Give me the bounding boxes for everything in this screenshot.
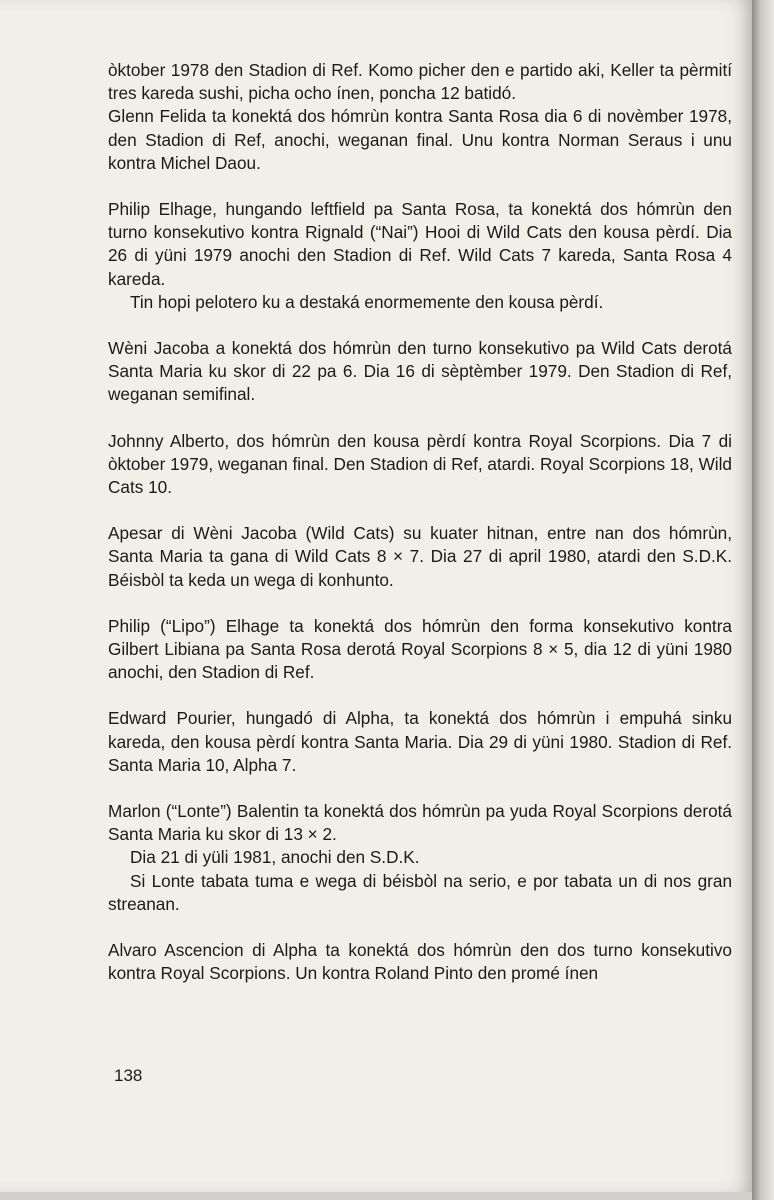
body-text xyxy=(108,59,732,986)
paragraph: Alvaro Ascencion di Alpha ta konektá dos hómrùn den dos turno konsekutivo kontra Royal Scorpions. Un kontra Roland Pinto den promé ínen xyxy=(108,940,732,984)
paragraph: Edward Pourier, hungadó di Alpha, ta konektá dos hómrùn i empuhá sinku kareda, den kousa pèrdí kontra Santa Maria. Dia 29 di yüni 1980. Stadion di Ref. Santa Maria 10, Alpha 7. xyxy=(108,708,732,775)
book-spine xyxy=(752,0,774,1200)
paragraph: Marlon (“Lonte”) Balentin ta konektá dos hómrùn pa yuda Royal Scorpions derotá Santa Maria ku skor di 13 × 2. xyxy=(108,801,732,845)
page-number: 138 xyxy=(114,1066,143,1085)
paragraph: Tin hopi pelotero ku a destaká enormemente den kousa pèrdí. xyxy=(130,291,604,312)
paragraph: Glenn Felida ta konektá dos hómrùn kontra Santa Rosa dia 6 di novèmber 1978, den Stadion di Ref, anochi, weganan final. Unu kontra Norman Seraus i unu kontra Michel Daou. xyxy=(108,106,732,173)
paragraph: òktober 1978 den Stadion di Ref. Komo picher den e partido aki, Keller ta pèrmití tres kareda sushi, picha ocho ínen, poncha 12 batidó. xyxy=(108,60,732,104)
paragraph: Apesar di Wèni Jacoba (Wild Cats) su kuater hitnan, entre nan dos hómrùn, Santa Maria ta gana di Wild Cats 8 × 7. Dia 27 di april 1980, atardi den S.D.K. Béisbòl ta keda un wega di konhunto. xyxy=(108,523,732,590)
paragraph: Dia 21 di yüli 1981, anochi den S.D.K. xyxy=(130,847,420,868)
paragraph: Si Lonte tabata tuma e wega di béisbòl na serio, e por tabata un di nos gran streanan. xyxy=(108,870,732,914)
paragraph: Philip (“Lipo”) Elhage ta konektá dos hómrùn den forma konsekutivo kontra Gilbert Libiana pa Santa Rosa derotá Royal Scorpions 8 × 5, dia 12 di yüni 1980 anochi, den Stadion di Ref. xyxy=(108,615,732,683)
paragraph: Johnny Alberto, dos hómrùn den kousa pèrdí kontra Royal Scorpions. Dia 7 di òktober 1979, weganan final. Den Stadion di Ref, atardi. Royal Scorpions 18, Wild Cats 10. xyxy=(108,430,732,498)
paragraph: Philip Elhage, hungando leftfield pa Santa Rosa, ta konektá dos hómrùn den turno konsekutivo kontra Rignald (“Nai”) Hooi di Wild Cats den kousa pèrdí. Dia 26 di yüni 1979 anochi den Stadion di Ref. Wild Cats 7 kareda, Santa Rosa 4 kareda. xyxy=(108,199,732,289)
paragraph: Wèni Jacoba a konektá dos hómrùn den turno konsekutivo pa Wild Cats derotá Santa Maria ku skor di 22 pa 6. Dia 16 di sèptèmber 1979. Den Stadion di Ref, weganan semifinal. xyxy=(108,338,732,405)
